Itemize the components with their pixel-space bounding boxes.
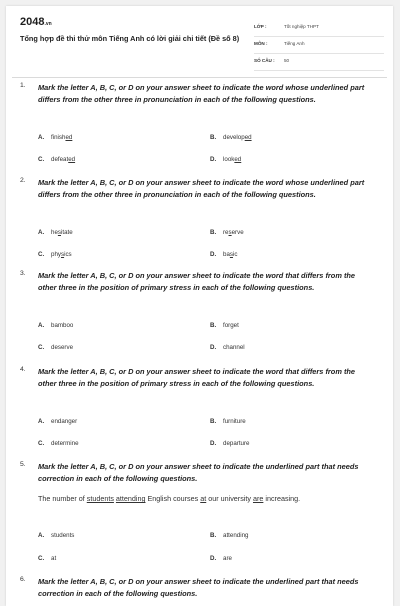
option-a[interactable]: [38, 229, 73, 236]
option-underlined: s: [57, 229, 61, 236]
question-number: 5.: [20, 461, 26, 468]
option-text: attending: [223, 532, 249, 539]
option-letter: C.: [38, 251, 45, 258]
meta-class-label: LỚP :: [254, 24, 267, 29]
option-text: develop: [223, 134, 245, 141]
option-b[interactable]: [210, 134, 252, 141]
option-d[interactable]: [210, 555, 232, 562]
meta-count-value: 50: [284, 58, 290, 63]
meta-class-row: [254, 20, 384, 37]
option-letter: D.: [210, 555, 217, 562]
question-prompt: Mark the letter A, B, C, or D on your answer sheet to indicate the word that differs from the other three in the position of primary stress in each of the following questions.: [38, 367, 356, 388]
option-text: endanger: [51, 418, 78, 425]
option-letter: B.: [210, 229, 217, 236]
question-prompt: Mark the letter A, B, C, or D on your answer sheet to indicate the word whose underlined part differs from the other three in pronunciation in each of the following questions.: [38, 178, 365, 199]
question-number: 4.: [20, 366, 26, 373]
option-text: are: [223, 555, 232, 562]
option-underlined: ed: [244, 134, 252, 141]
option-letter: D.: [210, 156, 217, 163]
logo-domain: .vn: [44, 21, 52, 27]
question-prompt: Mark the letter A, B, C, or D on your answer sheet to indicate the underlined part that needs correction in each of the following questions.: [38, 462, 359, 483]
option-d[interactable]: [210, 344, 245, 351]
option-text-end: itate: [60, 229, 73, 236]
question-number: 2.: [20, 177, 26, 184]
option-letter: C.: [38, 156, 45, 163]
meta-subject-label: MÔN :: [254, 41, 268, 46]
option-letter: C.: [38, 344, 45, 351]
option-a[interactable]: [38, 134, 72, 141]
option-text: finish: [51, 134, 66, 141]
question-prompt: Mark the letter A, B, C, or D on your answer sheet to indicate the word that differs from the other three in the position of primary stress in each of the following questions.: [38, 271, 356, 292]
option-letter: B.: [210, 322, 217, 329]
option-c[interactable]: [38, 251, 72, 258]
option-underlined: s: [60, 251, 65, 258]
option-underlined: s: [229, 251, 233, 258]
sentence-underlined-d: are: [252, 494, 264, 503]
option-b[interactable]: [210, 229, 244, 236]
option-letter: B.: [210, 418, 217, 425]
option-underlined: ed: [68, 156, 76, 163]
question-prompt: Mark the letter A, B, C, or D on your answer sheet to indicate the underlined part that needs correction in each of the following questions.: [38, 577, 359, 598]
option-c[interactable]: [38, 344, 73, 351]
option-b[interactable]: [210, 322, 239, 329]
option-letter: A.: [38, 532, 45, 539]
option-a[interactable]: [38, 418, 77, 425]
document-title: Tổng hợp đề thi thử môn Tiếng Anh có lời giải chi tiết (Đề số 8): [20, 34, 240, 43]
meta-subject-value: Tiếng Anh: [284, 41, 305, 46]
option-d[interactable]: [210, 156, 241, 163]
sentence-text: our university: [206, 494, 253, 503]
option-letter: B.: [210, 134, 217, 141]
option-text-end: ic: [232, 251, 238, 258]
option-b[interactable]: [210, 532, 248, 539]
option-text: departure: [223, 440, 250, 447]
option-underlined: ed: [65, 134, 73, 141]
option-underlined: ed: [234, 156, 242, 163]
site-logo[interactable]: [20, 16, 52, 28]
document-page: [6, 6, 393, 606]
sentence-underlined-c: at: [200, 494, 207, 503]
option-letter: A.: [38, 322, 45, 329]
option-a[interactable]: [38, 322, 73, 329]
option-text: furniture: [223, 418, 246, 425]
option-text: re: [223, 229, 229, 236]
option-text: students: [51, 532, 75, 539]
option-b[interactable]: [210, 418, 246, 425]
question-sentence: [38, 493, 368, 505]
question-prompt: Mark the letter A, B, C, or D on your answer sheet to indicate the word whose underlined part differs from the other three in pronunciation in each of the following questions.: [38, 83, 365, 104]
option-c[interactable]: [38, 440, 79, 447]
question-number: 1.: [20, 82, 26, 89]
sentence-underlined-b: attending: [115, 494, 146, 503]
option-text-end: erve: [231, 229, 244, 236]
logo-text: 2048: [20, 16, 45, 28]
option-letter: A.: [38, 134, 45, 141]
option-letter: A.: [38, 229, 45, 236]
option-letter: D.: [210, 251, 217, 258]
option-letter: C.: [38, 440, 45, 447]
option-text: he: [51, 229, 58, 236]
sentence-underlined-a: students: [86, 494, 114, 503]
option-text: deserve: [51, 344, 74, 351]
option-letter: C.: [38, 555, 45, 562]
question-number: 3.: [20, 270, 26, 277]
option-letter: A.: [38, 418, 45, 425]
option-d[interactable]: [210, 440, 250, 447]
option-text: bamboo: [51, 322, 74, 329]
header-divider: [12, 77, 387, 78]
meta-class-value: Tốt nghiệp THPT: [284, 24, 319, 29]
option-letter: B.: [210, 532, 217, 539]
option-letter: D.: [210, 344, 217, 351]
option-text: channel: [223, 344, 245, 351]
option-text: determine: [51, 440, 79, 447]
option-underlined: s: [228, 229, 232, 236]
option-letter: D.: [210, 440, 217, 447]
sentence-text: English courses: [145, 494, 201, 503]
meta-subject-row: [254, 37, 384, 54]
meta-count-label: SỐ CÂU :: [254, 58, 275, 63]
option-c[interactable]: [38, 156, 75, 163]
option-text: forget: [223, 322, 239, 329]
sentence-text: The number of: [38, 494, 87, 503]
option-text: look: [223, 156, 235, 163]
document-header: [6, 6, 393, 76]
option-text: phy: [51, 251, 61, 258]
option-c[interactable]: [38, 555, 56, 562]
option-a[interactable]: [38, 532, 74, 539]
question-number: 6.: [20, 576, 26, 583]
sentence-text: increasing.: [263, 494, 301, 503]
option-text-end: ics: [64, 251, 72, 258]
option-text: defeat: [51, 156, 69, 163]
option-text: at: [51, 555, 57, 562]
document-meta: [254, 20, 384, 71]
option-text: ba: [223, 251, 230, 258]
meta-count-row: [254, 54, 384, 71]
option-d[interactable]: [210, 251, 237, 258]
